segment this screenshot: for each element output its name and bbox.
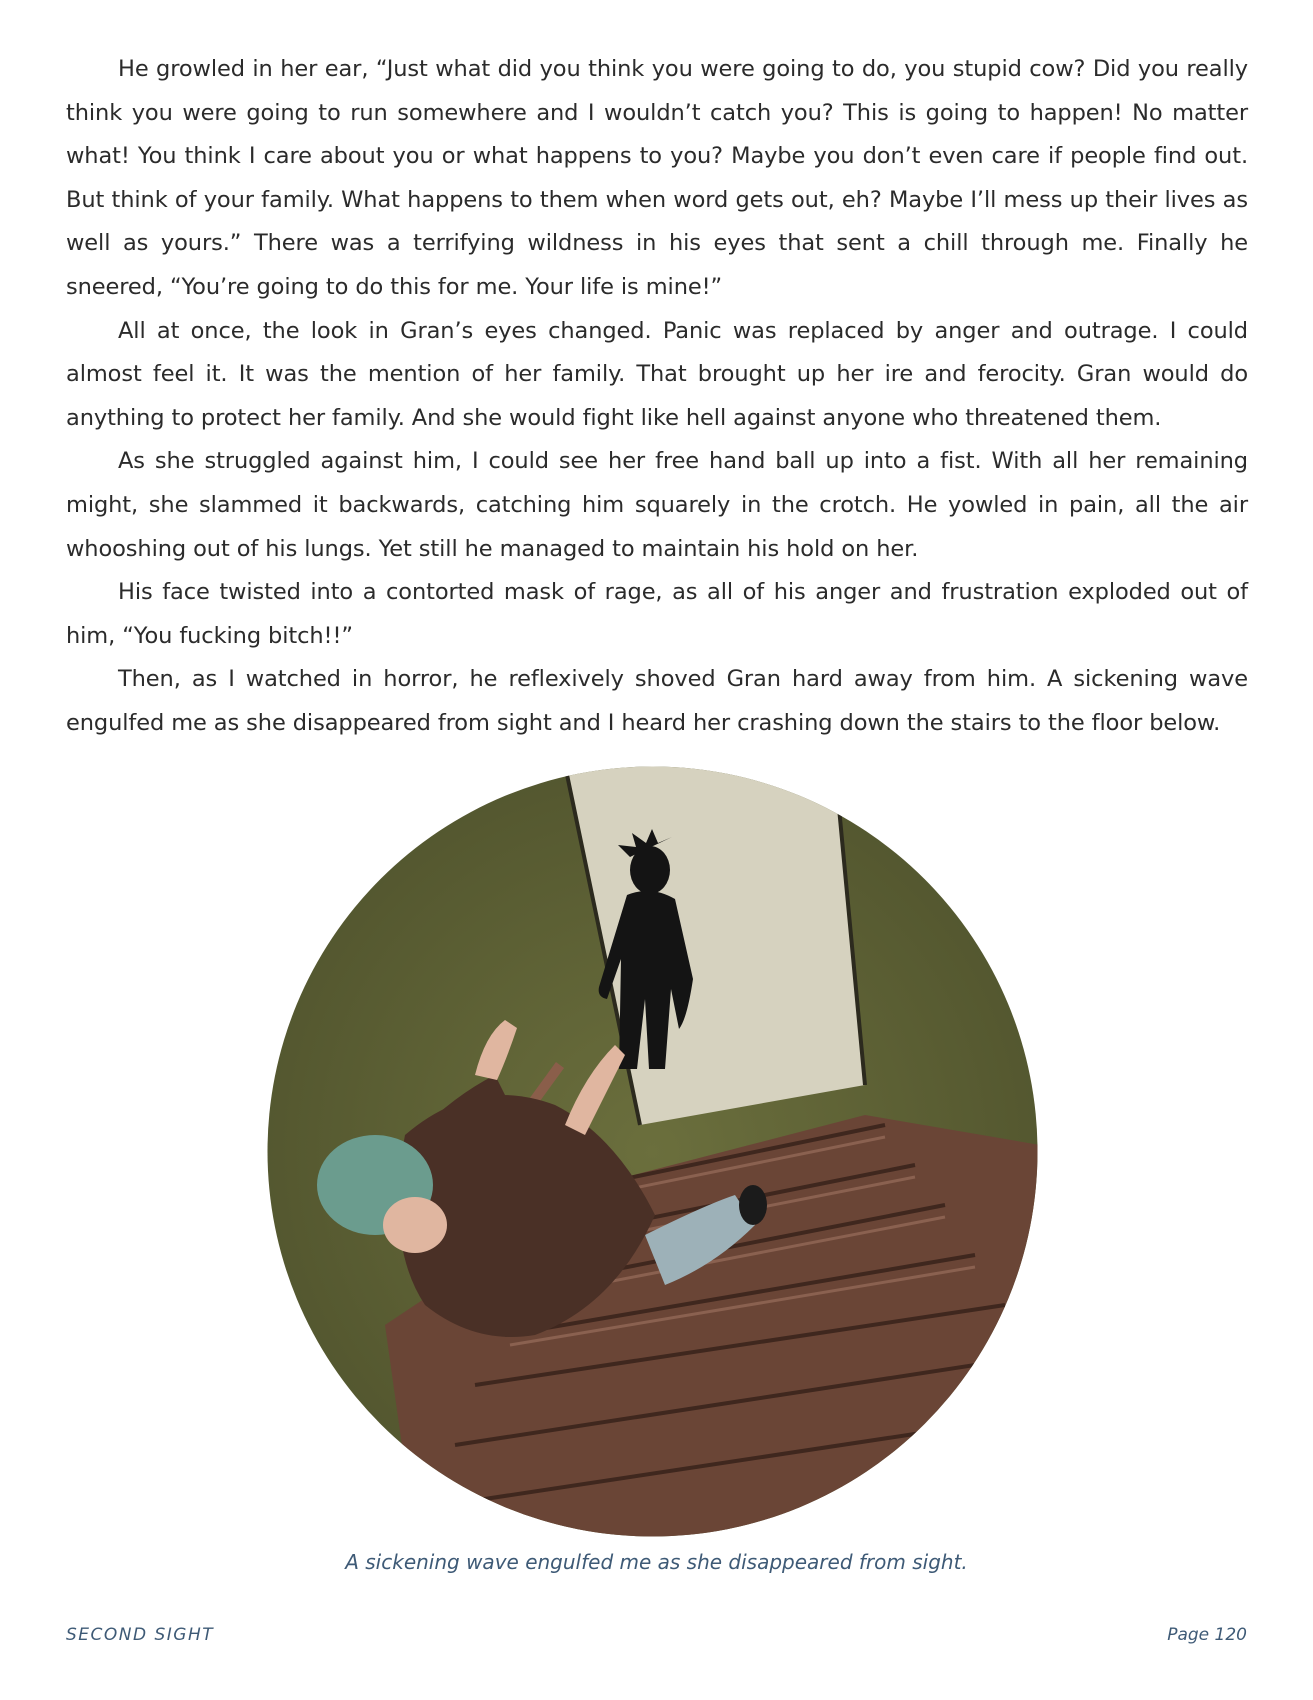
book-title-footer: SECOND SIGHT [66,1625,215,1645]
illustration-caption: A sickening wave engulfed me as she disappeared from sight. [345,1550,968,1574]
paragraph-2: All at once, the look in Gran’s eyes changed. Panic was replaced by anger and outrage. I could almost feel it. It was the mention of her family. That brought up her ire and ferocity. Gran would do anything to protect her family. And she would fight like hell against anyone who threatened them. [66,317,1248,431]
stair-fall-illustration [265,765,1040,1538]
story-text [66,48,1248,746]
paragraph-4: His face twisted into a contorted mask of rage, as all of his anger and frustration exploded out of him, “You fucking bitch!!” [66,579,1248,649]
paragraph-1: He growled in her ear, “Just what did you think you were going to do, you stupid cow? Did you really think you were going to run somewhere and I wouldn’t catch you? This is going to happen! No matter what! You think I care about you or what happens to you? Maybe you don’t even care if people find out. But think of your family. What happens to them when word gets out, eh? Maybe I’ll mess up their lives as well as yours.” There was a terrifying wildness in his eyes that sent a chill through me. Finally he sneered, “You’re going to do this for me. Your life is mine!” [66,56,1248,300]
page-number: Page 120 [1167,1625,1247,1645]
paragraph-5: Then, as I watched in horror, he reflexively shoved Gran hard away from him. A sickening wave engulfed me as she disappeared from sight and I heard her crashing down the stairs to the floor below. [66,666,1248,736]
paragraph-3: As she struggled against him, I could see her free hand ball up into a fist. With all her remaining might, she slammed it backwards, catching him squarely in the crotch. He yowled in pain, all the air whooshing out of his lungs. Yet still he managed to maintain his hold on her. [66,448,1248,562]
